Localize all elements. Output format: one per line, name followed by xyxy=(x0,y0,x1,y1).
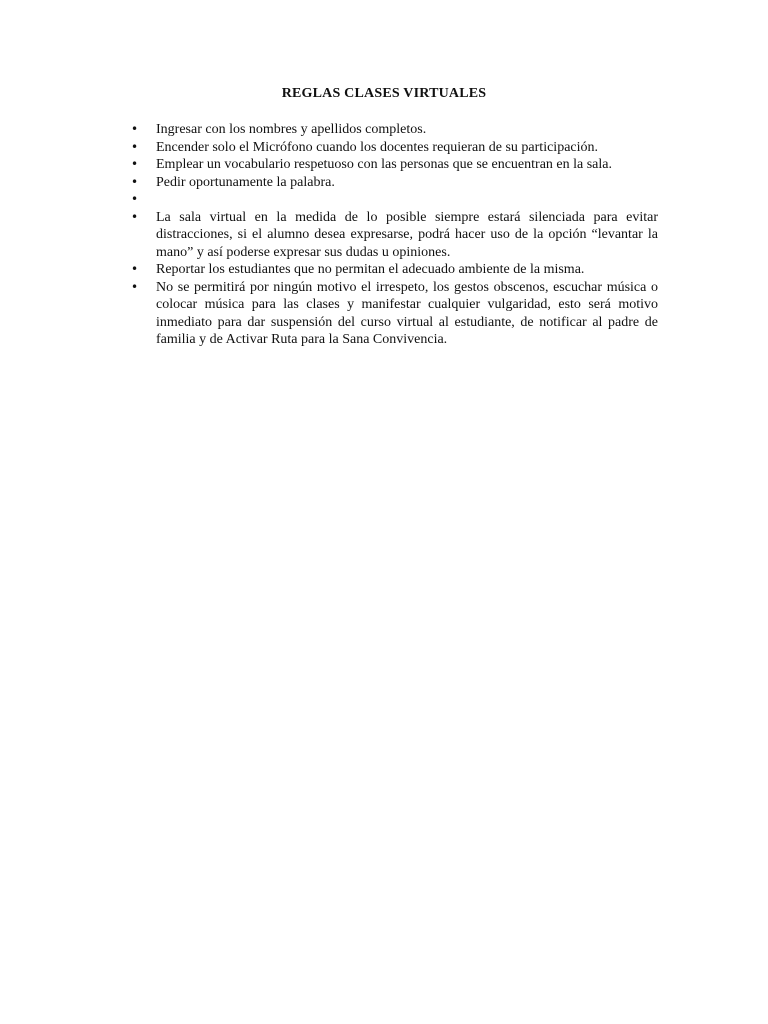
rule-text: Ingresar con los nombres y apellidos completos. xyxy=(156,122,427,137)
bullet-icon: • xyxy=(131,192,139,206)
rule-text: Pedir oportunamente la palabra. xyxy=(156,174,335,190)
list-item xyxy=(110,156,658,174)
list-item xyxy=(110,191,658,209)
bullet-icon: • xyxy=(131,262,139,276)
list-item xyxy=(110,139,658,157)
bullet-icon: • xyxy=(131,279,139,294)
list-item xyxy=(110,209,658,262)
bullet-icon: • xyxy=(131,139,139,154)
bullet-icon: • xyxy=(131,157,139,171)
rule-text: No se permitirá por ningún motivo el irrespeto, los gestos obscenos, escuchar música o colocar música para las clases y manifestar cualquier vulgaridad, esto será motivo inmediato para dar suspensión del curso virtual al estudiante, de notificar al padre de familia y de Activar Ruta para la Sana Convivencia. xyxy=(156,279,658,347)
bullet-icon: • xyxy=(131,209,139,224)
rule-text: La sala virtual en la medida de lo posible siempre estará silenciada para evitar distracciones, si el alumno desea expresarse, podrá hacer uso de la opción “levantar la mano” y así poderse expresar sus dudas u opiniones. xyxy=(156,209,658,260)
list-item xyxy=(110,279,658,349)
rule-text: Encender solo el Micrófono cuando los docentes requieran de su participación. xyxy=(156,139,599,155)
rules-list xyxy=(110,121,658,349)
rule-text: Reportar los estudiantes que no permitan el adecuado ambiente de la misma. xyxy=(156,262,585,277)
rule-text: Emplear un vocabulario respetuoso con las personas que se encuentran en la sala. xyxy=(156,157,612,172)
document-title: REGLAS CLASES VIRTUALES xyxy=(281,86,487,101)
list-item xyxy=(110,121,658,139)
bullet-icon: • xyxy=(131,122,139,136)
list-item xyxy=(110,261,658,279)
bullet-icon: • xyxy=(131,174,139,189)
list-item xyxy=(110,174,658,192)
